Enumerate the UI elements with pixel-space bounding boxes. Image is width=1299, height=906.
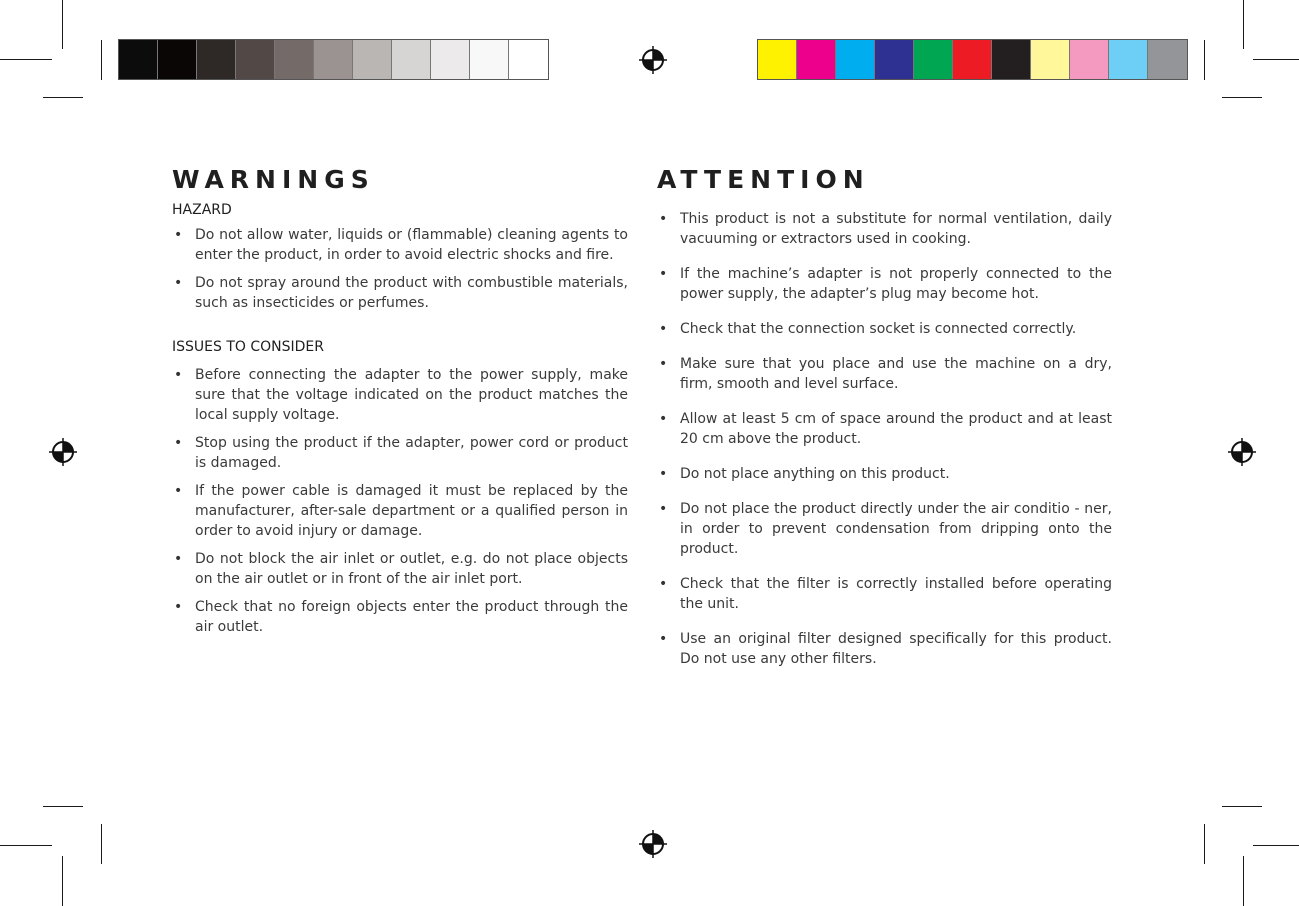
attention-title: ATTENTION xyxy=(657,165,870,194)
crop-mark xyxy=(1204,40,1205,80)
color-swatch xyxy=(1070,40,1109,79)
list-item: • Do not place the product directly under the air conditio - ner, in order to prevent condensation from dripping onto the product. xyxy=(657,499,1112,559)
crop-mark xyxy=(62,856,63,906)
color-swatch xyxy=(836,40,875,79)
warnings-section xyxy=(172,165,628,645)
color-swatch xyxy=(470,40,509,79)
color-swatch xyxy=(758,40,797,79)
list-item: • Stop using the product if the adapter, power cord or product is damaged. xyxy=(172,433,628,473)
color-swatch xyxy=(275,40,314,79)
color-swatch xyxy=(875,40,914,79)
list-item: • Do not allow water, liquids or (flammable) cleaning agents to enter the product, in order to avoid electric shocks and fire. xyxy=(172,225,628,265)
list-item: • Do not place anything on this product. xyxy=(657,464,1112,484)
process-color-bar xyxy=(757,39,1188,80)
color-swatch xyxy=(236,40,275,79)
list-item: • Check that the filter is correctly installed before operating the unit. xyxy=(657,574,1112,614)
color-swatch xyxy=(992,40,1031,79)
list-item: • Make sure that you place and use the machine on a dry, firm, smooth and level surface. xyxy=(657,354,1112,394)
crop-mark xyxy=(1253,59,1299,60)
crop-mark xyxy=(0,59,52,60)
crop-mark xyxy=(43,806,83,807)
crop-mark xyxy=(1243,856,1244,906)
color-swatch xyxy=(1031,40,1070,79)
list-item: • Use an original filter designed specifically for this product. Do not use any other filters. xyxy=(657,629,1112,669)
color-swatch xyxy=(197,40,236,79)
color-swatch xyxy=(158,40,197,79)
list-item: • Check that no foreign objects enter the product through the air outlet. xyxy=(172,597,628,637)
color-swatch xyxy=(431,40,470,79)
list-item: • If the machine’s adapter is not properly connected to the power supply, the adapter’s plug may become hot. xyxy=(657,264,1112,304)
attention-list xyxy=(657,209,1112,669)
crop-mark xyxy=(0,845,52,846)
grayscale-color-bar xyxy=(118,39,549,80)
registration-target-icon xyxy=(639,46,667,74)
warnings-title: WARNINGS xyxy=(172,165,375,194)
attention-section xyxy=(657,165,1112,684)
issues-subtitle: ISSUES TO CONSIDER xyxy=(172,339,324,355)
registration-target-icon xyxy=(1228,438,1256,466)
crop-mark xyxy=(101,824,102,864)
registration-target-icon xyxy=(639,830,667,858)
list-item: • Do not block the air inlet or outlet, e.g. do not place objects on the air outlet or in front of the air inlet port. xyxy=(172,549,628,589)
color-swatch xyxy=(797,40,836,79)
color-swatch xyxy=(953,40,992,79)
list-item: • Do not spray around the product with combustible materials, such as insecticides or perfumes. xyxy=(172,273,628,313)
color-swatch xyxy=(392,40,431,79)
crop-mark xyxy=(1222,97,1262,98)
registration-target-icon xyxy=(49,438,77,466)
list-item: • Before connecting the adapter to the power supply, make sure that the voltage indicated on the product matches the local supply voltage. xyxy=(172,365,628,425)
hazard-subtitle: HAZARD xyxy=(172,202,232,218)
crop-mark xyxy=(1243,0,1244,49)
crop-mark xyxy=(1253,845,1299,846)
color-swatch xyxy=(509,40,548,79)
color-swatch xyxy=(914,40,953,79)
crop-mark xyxy=(1204,824,1205,864)
list-item: • Allow at least 5 cm of space around the product and at least 20 cm above the product. xyxy=(657,409,1112,449)
crop-mark xyxy=(1222,806,1262,807)
color-swatch xyxy=(1109,40,1148,79)
crop-mark xyxy=(43,97,83,98)
list-item: • Check that the connection socket is connected correctly. xyxy=(657,319,1112,339)
list-item: • This product is not a substitute for normal ventilation, daily vacuuming or extractors used in cooking. xyxy=(657,209,1112,249)
list-item: • If the power cable is damaged it must be replaced by the manufacturer, after-sale department or a qualified person in order to avoid injury or damage. xyxy=(172,481,628,541)
hazard-list xyxy=(172,225,628,313)
color-swatch xyxy=(353,40,392,79)
color-swatch xyxy=(1148,40,1187,79)
crop-mark xyxy=(101,40,102,80)
crop-mark xyxy=(62,0,63,49)
issues-list xyxy=(172,365,628,637)
color-swatch xyxy=(119,40,158,79)
color-swatch xyxy=(314,40,353,79)
